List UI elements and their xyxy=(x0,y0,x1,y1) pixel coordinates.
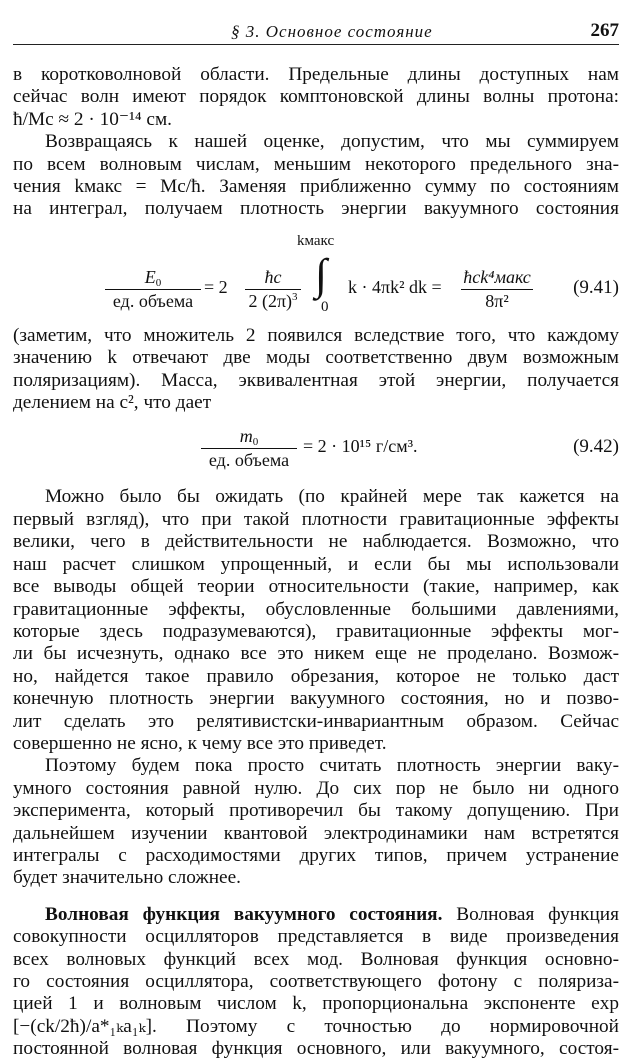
text-line: эксперимента, который противоречил бы такому допущению. При xyxy=(13,800,619,822)
text-line: наш расчет слишком упрощенный, и если бы мы использовали xyxy=(13,553,619,575)
text-line: конечную плотность энергии вакуумного состояния, но и позво- xyxy=(13,688,619,710)
page-number: 267 xyxy=(590,20,619,41)
prefactor-fraction xyxy=(245,267,301,312)
result-denominator: 8π² xyxy=(485,290,509,311)
text-line: которые здесь подразумеваются), гравитационные эффекты мог- xyxy=(13,620,619,642)
volume-unit: ед. объема xyxy=(208,450,290,471)
text-line: (заметим, что множитель 2 появился вследствие того, что каждому xyxy=(13,324,619,346)
text-line: все выводы общей теории относительности (такие, например, как xyxy=(13,576,619,598)
text-line: но, найдется такое правило обрезания, которое не только даст xyxy=(13,665,619,687)
text-line: лит сделать это релятивистски-инвариантным образом. Сейчас xyxy=(13,710,619,732)
text-line: всех волновых функций всех мод. Волновая функция основно- xyxy=(13,948,619,970)
text-line: умного состояния равной нулю. До сих пор не было ни одного xyxy=(13,777,619,799)
energy-fraction xyxy=(105,267,201,312)
text-line: Возвращаясь к нашей оценке, допустим, что мы суммируем xyxy=(45,131,619,153)
text-line: сейчас волн имеют порядок комптоновской длины волны протона: xyxy=(13,86,619,108)
equation-9-41 xyxy=(13,233,619,319)
text-line: цией 1 и волновым числом k, пропорциональна экспоненте exp xyxy=(13,993,619,1015)
text-line: дальнейшем изучении квантовой электродинамики нам встретятся xyxy=(13,822,619,844)
integral-sign: ∫ xyxy=(315,249,328,299)
page-body xyxy=(13,45,619,1061)
text-line: совершенно не ясно, к чему все это приведет. xyxy=(13,732,387,754)
equation-number: (9.41) xyxy=(573,276,619,298)
prefactor-exponent: 3 xyxy=(292,290,298,303)
text-line: значению k отвечают две моды соответственно двум возможным xyxy=(13,347,619,369)
mass-fraction xyxy=(201,426,297,471)
result-numerator: ħck⁴макс xyxy=(463,266,531,287)
text-line: ħ/Mc ≈ 2 · 10⁻¹⁴ см. xyxy=(13,108,172,130)
text-line: первый взгляд), что при такой плотности гравитационные эффекты xyxy=(13,508,619,530)
paragraph-gap xyxy=(13,890,619,904)
text-line: [−(ck/2ħ)/a*₁ₖa₁ₖ]. Поэтому с точностью до нормировочной xyxy=(13,1015,619,1037)
equals-two: = 2 xyxy=(204,276,228,297)
text-line: в коротковолновой области. Предельные длины доступных нам xyxy=(13,64,619,85)
text-line: поляризациям). Масса, эквивалентная этой энергии, получается xyxy=(13,369,619,391)
running-header xyxy=(13,0,619,45)
energy-symbol: E xyxy=(144,266,156,287)
mass-subscript: 0 xyxy=(252,436,259,449)
text-line: го состояния осциллятора, соответствующего фотону с поляриза- xyxy=(13,971,619,992)
text-line: чения kмакс = Mc/ħ. Заменяя приближенно сумму по состояниям xyxy=(13,176,619,198)
energy-subscript: 0 xyxy=(155,276,162,289)
prefactor-numerator: ħc xyxy=(264,266,282,287)
text-line: гравитационные эффекты, обусловленные большими давлениями, xyxy=(13,598,619,620)
text-line: велики, чего в действительности не наблюдается. Возможно, что xyxy=(13,531,619,553)
prefactor-denominator: 2 (2π) xyxy=(248,290,293,311)
integral-lower-limit: 0 xyxy=(321,298,329,315)
text-line: делением на c², что дает xyxy=(13,392,212,414)
text-line: Поэтому будем пока просто считать плотность энергии ваку- xyxy=(45,755,619,777)
mass-symbol: m xyxy=(239,426,253,447)
section-title: § 3. Основное состояние xyxy=(231,22,433,41)
integrand: k · 4πk² dk = xyxy=(348,276,442,297)
text-line xyxy=(13,904,619,926)
heading-continuation: Волновая функция xyxy=(456,903,619,925)
volume-unit: ед. объема xyxy=(112,290,194,311)
text-line: интегралы с расходимостями других типов, причем устранение xyxy=(13,844,619,866)
text-line: совокупности осцилляторов представляется в виде произведения xyxy=(13,926,619,948)
mass-density-value: = 2 · 10¹⁵ г/см³. xyxy=(303,436,418,457)
equation-number: (9.42) xyxy=(573,436,619,458)
text-line: по всем волновым числам, меньшим некоторого предельного зна- xyxy=(13,153,619,175)
equation-9-42 xyxy=(13,426,619,472)
text-line: будет значительно сложнее. xyxy=(13,867,241,889)
text-line: постоянной волновая функция основного, или вакуумного, состоя- xyxy=(13,1038,619,1060)
result-fraction xyxy=(461,267,533,312)
text-line: Можно было бы ожидать (по крайней мере так кажется на xyxy=(45,486,619,508)
integral-upper-limit: kмакс xyxy=(297,232,335,249)
section-heading: Волновая функция вакуумного состояния. xyxy=(45,903,443,925)
text-line: ли бы исчезнуть, однако все это никем еще не проделано. Возмож- xyxy=(13,643,619,665)
text-line: на интеграл, получаем плотность энергии вакуумного состояния xyxy=(13,198,619,220)
